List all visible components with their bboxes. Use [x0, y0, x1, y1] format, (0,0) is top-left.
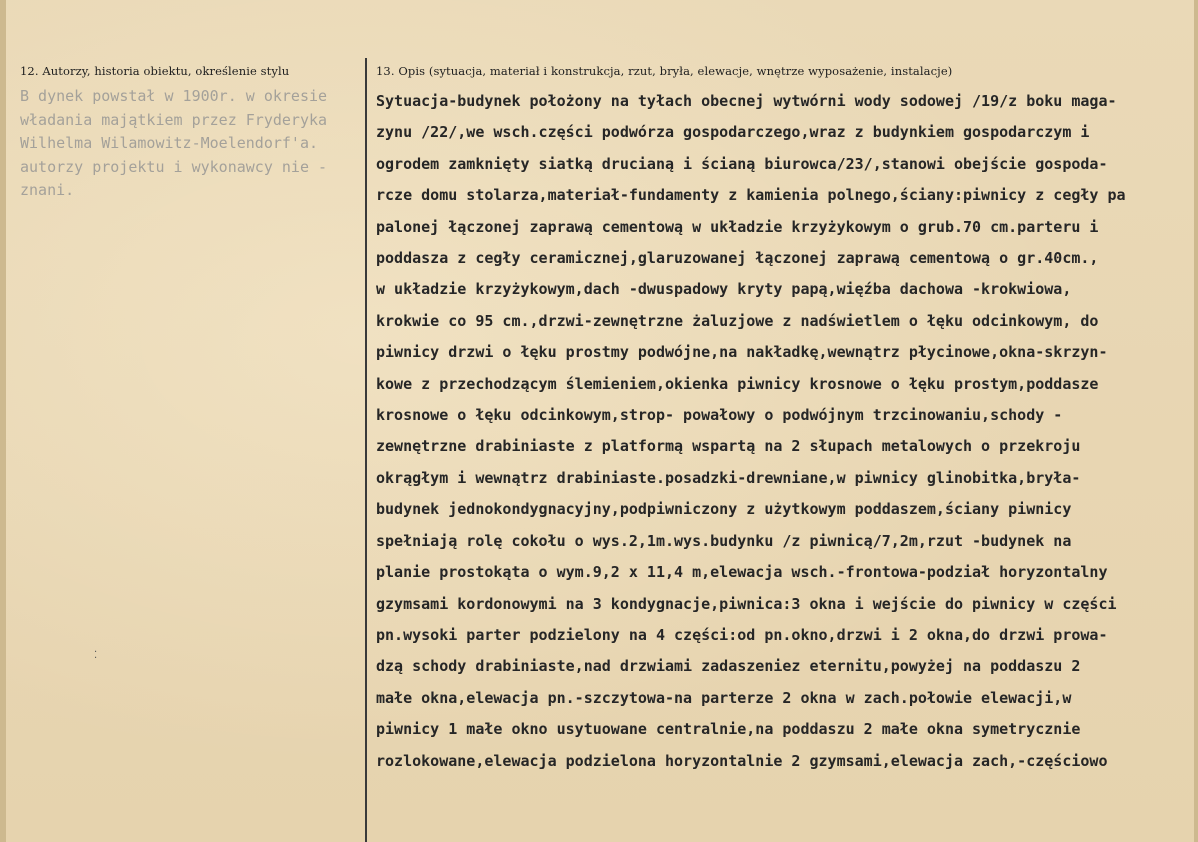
text-line: palonej łączonej zaprawą cementową w układzie krzyżykowym o grub.70 cm.parteru i	[376, 217, 1099, 236]
text-line: Sytuacja-budynek położony na tyłach obecnej wytwórni wody sodowej /19/z boku maga-	[376, 92, 1117, 110]
text-line: budynek jednokondygnacyjny,podpiwniczony z użytkowym poddaszem,ściany piwnicy	[376, 500, 1072, 519]
text-line: piwnicy drzwi o łęku prostmy podwójne,na nakładkę,wewnątrz płycinowe,okna-skrzyn-	[376, 343, 1108, 362]
paper-speck: ⁚	[94, 650, 98, 661]
text-line: spełniają rolę cokołu o wys.2,1m.wys.budynku /z piwnicą/7,2m,rzut -budynek na	[376, 531, 1072, 550]
text-line: Wilhelma Wilamowitz-Moelendorf'a.	[20, 134, 319, 152]
section-12-title: 12. Autorzy, historia obiektu, określenie stylu	[20, 64, 290, 78]
text-line: planie prostokąta o wym.9,2 x 11,4 m,elewacja wsch.-frontowa-podział horyzontalny	[376, 563, 1108, 582]
section-13-title: 13. Opis (sytuacja, materiał i konstrukcja, rzut, bryła, elewacje, wnętrze wyposażenie, instalacje)	[376, 64, 953, 78]
text-line: ogrodem zamknięty siatką drucianą i ścianą biurowca/23/,stanowi obejście gospoda-	[376, 154, 1108, 173]
text-line: rcze domu stolarza,materiał-fundamenty z kamienia polnego,ściany:piwnicy z cegły pa	[376, 186, 1126, 205]
text-line: gzymsami kordonowymi na 3 kondygnacje,piwnica:3 okna i wejście do piwnicy w części	[376, 594, 1117, 613]
text-line: pn.wysoki parter podzielony na 4 części:od pn.okno,drzwi i 2 okna,do drzwi prowa-	[376, 625, 1108, 644]
text-line: B dynek powstał w 1900r. w okresie	[20, 87, 328, 105]
text-line: zewnętrzne drabiniaste z platformą wspartą na 2 słupach metalowych o przekroju	[376, 437, 1081, 456]
column-divider	[365, 58, 367, 842]
text-line: krokwie co 95 cm.,drzwi-zewnętrzne żaluzjowe z nadświetlem o łęku odcinkowym, do	[376, 311, 1099, 330]
text-line: władania majątkiem przez Fryderyka	[20, 110, 328, 129]
text-line: piwnicy 1 małe okno usytuowane centralnie,na poddaszu 2 małe okna symetrycznie	[376, 720, 1081, 739]
text-line: małe okna,elewacja pn.-szczytowa-na parterze 2 okna w zach.połowie elewacji,w	[376, 688, 1072, 707]
text-line: zynu /22/,we wsch.części podwórza gospodarczego,wraz z budynkiem gospodarczym i	[376, 123, 1090, 142]
text-line: dzą schody drabiniaste,nad drzwiami zadaszeniez eternitu,powyżej na poddaszu 2	[376, 657, 1081, 676]
text-line: krosnowe o łęku odcinkowym,strop- powałowy o podwójnym trzcinowaniu,schody -	[376, 406, 1063, 425]
text-line: autorzy projektu i wykonawcy nie -	[20, 157, 328, 176]
text-line: poddasza z cegły ceramicznej,glaruzowanej łączonej zaprawą cementową o gr.40cm.,	[376, 249, 1099, 268]
text-line: kowe z przechodzącym ślemieniem,okienka piwnicy krosnowe o łęku prostym,poddasze	[376, 374, 1099, 393]
section-12-body	[20, 85, 360, 203]
text-line: okrągłym i wewnątrz drabiniaste.posadzki-drewniane,w piwnicy glinobitka,bryła-	[376, 468, 1081, 487]
section-13-body	[376, 86, 1198, 777]
text-line: znani.	[20, 181, 75, 199]
text-line: rozlokowane,elewacja podzielona horyzontalnie 2 gzymsami,elewacja zach,-częściowo	[376, 751, 1108, 770]
text-line: w układzie krzyżykowym,dach -dwuspadowy kryty papą,więźba dachowa -krokwiowa,	[376, 280, 1072, 299]
